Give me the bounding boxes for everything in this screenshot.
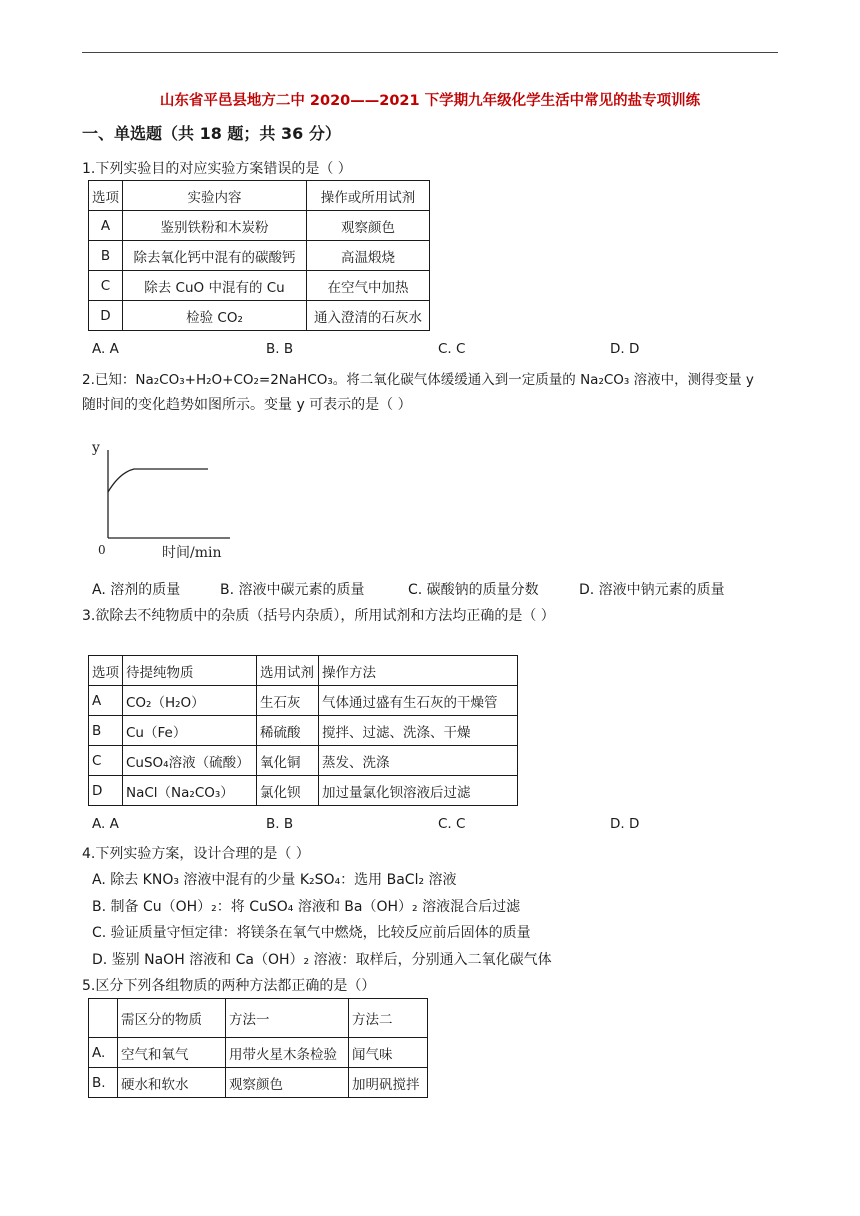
answer-option-a[interactable]: A. A bbox=[92, 816, 119, 832]
answer-option-c[interactable]: C. C bbox=[438, 341, 466, 357]
table-row bbox=[89, 746, 518, 776]
question-2-graph bbox=[88, 430, 238, 570]
question-1-table bbox=[88, 180, 430, 331]
table-cell: 闻气味 bbox=[349, 1038, 428, 1068]
table-cell: Cu（Fe） bbox=[123, 716, 257, 746]
x-axis-label: 时间/min bbox=[162, 545, 222, 561]
table-cell: 稀硫酸 bbox=[257, 716, 319, 746]
answer-option-b[interactable]: B. 制备 Cu（OH）₂：将 CuSO₄ 溶液和 Ba（OH）₂ 溶液混合后过滤 bbox=[92, 899, 521, 915]
table-cell: 方法一 bbox=[226, 999, 349, 1038]
table-cell: CO₂（H₂O） bbox=[123, 686, 257, 716]
answer-option-b[interactable]: B. B bbox=[266, 341, 294, 357]
origin-label: 0 bbox=[98, 543, 106, 557]
table-cell bbox=[89, 999, 118, 1038]
table-header-row bbox=[89, 181, 430, 211]
answer-option-a[interactable]: A. 溶剂的质量 bbox=[92, 582, 181, 598]
table-cell: 选项 bbox=[89, 656, 123, 686]
question-1-stem: 1.下列实验目的对应实验方案错误的是（ ） bbox=[82, 161, 352, 177]
table-row bbox=[89, 1068, 428, 1098]
table-cell: 需区分的物质 bbox=[118, 999, 226, 1038]
table-cell: 检验 CO₂ bbox=[123, 301, 307, 331]
answer-option-c[interactable]: C. 验证质量守恒定律：将镁条在氧气中燃烧，比较反应前后固体的质量 bbox=[92, 925, 531, 941]
table-cell: 实验内容 bbox=[123, 181, 307, 211]
table-header-row bbox=[89, 999, 428, 1038]
table-cell: 方法二 bbox=[349, 999, 428, 1038]
table-cell: 氯化钡 bbox=[257, 776, 319, 806]
table-row bbox=[89, 1038, 428, 1068]
table-cell: 加过量氯化钡溶液后过滤 bbox=[319, 776, 518, 806]
table-cell: A. bbox=[89, 1038, 118, 1068]
header-rule bbox=[82, 52, 778, 53]
table-header-row bbox=[89, 656, 518, 686]
table-cell: CuSO₄溶液（硫酸） bbox=[123, 746, 257, 776]
section-heading: 一、单选题（共 18 题；共 36 分） bbox=[82, 124, 341, 143]
table-cell: 蒸发、洗涤 bbox=[319, 746, 518, 776]
answer-option-a[interactable]: A. 除去 KNO₃ 溶液中混有的少量 K₂SO₄：选用 BaCl₂ 溶液 bbox=[92, 872, 457, 888]
table-cell: D bbox=[89, 776, 123, 806]
table-cell: 气体通过盛有生石灰的干燥管 bbox=[319, 686, 518, 716]
question-5-table bbox=[88, 998, 428, 1098]
table-cell: 鉴别铁粉和木炭粉 bbox=[123, 211, 307, 241]
table-cell: B bbox=[89, 241, 123, 271]
table-row bbox=[89, 686, 518, 716]
question-2-stem-line1: 2.已知：Na₂CO₃+H₂O+CO₂=2NaHCO₃。将二氧化碳气体缓缓通入到一定质量的 Na₂CO₃ 溶液中，测得变量 y bbox=[82, 372, 754, 388]
table-cell: 加明矾搅拌 bbox=[349, 1068, 428, 1098]
answer-option-b[interactable]: B. B bbox=[266, 816, 294, 832]
table-cell: 硬水和软水 bbox=[118, 1068, 226, 1098]
question-2-stem-line2: 随时间的变化趋势如图所示。变量 y 可表示的是（ ） bbox=[82, 397, 412, 413]
table-row bbox=[89, 301, 430, 331]
table-cell: 氧化铜 bbox=[257, 746, 319, 776]
y-axis-label: y bbox=[92, 440, 100, 456]
table-cell: 待提纯物质 bbox=[123, 656, 257, 686]
table-cell: 观察颜色 bbox=[226, 1068, 349, 1098]
question-5-stem: 5.区分下列各组物质的两种方法都正确的是（） bbox=[82, 978, 376, 994]
table-cell: 观察颜色 bbox=[307, 211, 430, 241]
table-cell: 操作方法 bbox=[319, 656, 518, 686]
question-4-stem: 4.下列实验方案，设计合理的是（ ） bbox=[82, 846, 310, 862]
question-3-stem: 3.欲除去不纯物质中的杂质（括号内杂质），所用试剂和方法均正确的是（ ） bbox=[82, 608, 555, 624]
table-cell: 在空气中加热 bbox=[307, 271, 430, 301]
table-cell: 高温煅烧 bbox=[307, 241, 430, 271]
answer-option-d[interactable]: D. 溶液中钠元素的质量 bbox=[579, 582, 725, 598]
question-3-table bbox=[88, 655, 518, 806]
table-cell: B. bbox=[89, 1068, 118, 1098]
answer-option-d[interactable]: D. 鉴别 NaOH 溶液和 Ca（OH）₂ 溶液：取样后，分别通入二氧化碳气体 bbox=[92, 952, 552, 968]
document-title: 山东省平邑县地方二中 2020——2021 下学期九年级化学生活中常见的盐专项训练 bbox=[159, 93, 701, 109]
table-cell: 用带火星木条检验 bbox=[226, 1038, 349, 1068]
table-row bbox=[89, 716, 518, 746]
answer-option-d[interactable]: D. D bbox=[610, 816, 640, 832]
table-cell: A bbox=[89, 686, 123, 716]
table-cell: 除去 CuO 中混有的 Cu bbox=[123, 271, 307, 301]
answer-option-c[interactable]: C. C bbox=[438, 816, 466, 832]
table-cell: 空气和氧气 bbox=[118, 1038, 226, 1068]
table-cell: 操作或所用试剂 bbox=[307, 181, 430, 211]
table-cell: B bbox=[89, 716, 123, 746]
table-cell: 生石灰 bbox=[257, 686, 319, 716]
table-row bbox=[89, 271, 430, 301]
answer-option-b[interactable]: B. 溶液中碳元素的质量 bbox=[220, 582, 365, 598]
table-row bbox=[89, 241, 430, 271]
table-cell: C bbox=[89, 271, 123, 301]
table-row bbox=[89, 776, 518, 806]
table-cell: 选项 bbox=[89, 181, 123, 211]
table-cell: 搅拌、过滤、洗涤、干燥 bbox=[319, 716, 518, 746]
table-cell: 除去氧化钙中混有的碳酸钙 bbox=[123, 241, 307, 271]
table-cell: 通入澄清的石灰水 bbox=[307, 301, 430, 331]
answer-option-c[interactable]: C. 碳酸钠的质量分数 bbox=[408, 582, 539, 598]
answer-option-d[interactable]: D. D bbox=[610, 341, 640, 357]
table-cell: C bbox=[89, 746, 123, 776]
table-cell: NaCl（Na₂CO₃） bbox=[123, 776, 257, 806]
table-row bbox=[89, 211, 430, 241]
table-cell: A bbox=[89, 211, 123, 241]
answer-option-a[interactable]: A. A bbox=[92, 341, 119, 357]
trend-curve bbox=[108, 469, 208, 492]
table-cell: D bbox=[89, 301, 123, 331]
table-cell: 选用试剂 bbox=[257, 656, 319, 686]
